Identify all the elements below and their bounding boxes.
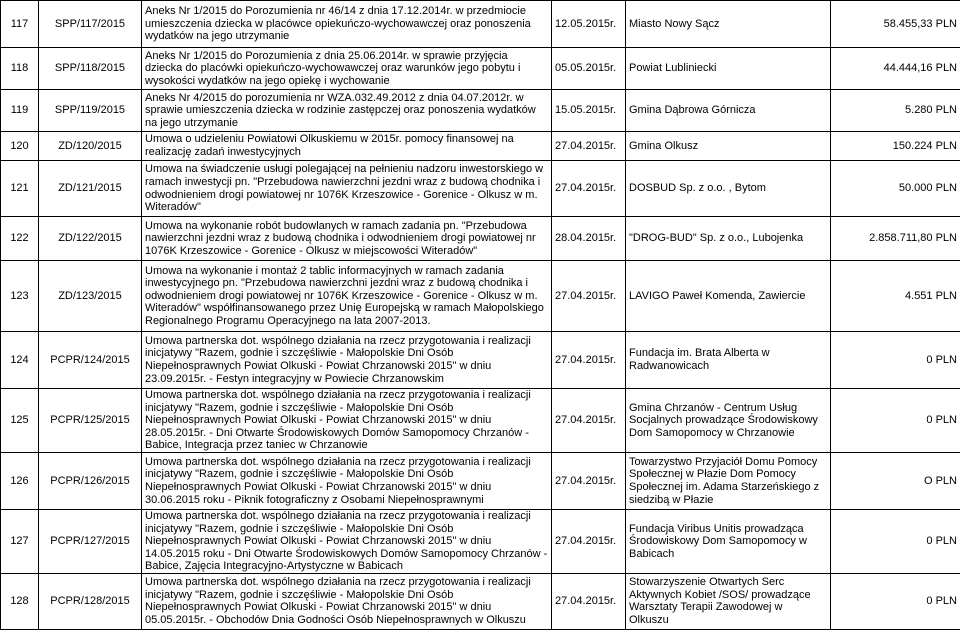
row-number-cell: 121 bbox=[1, 161, 39, 217]
contract-description-cell bbox=[142, 1, 552, 48]
description-line: inicjatywy "Razem, godnie i szczęśliwie - Małopolskie Dni Osób bbox=[145, 401, 454, 414]
contractor-cell bbox=[626, 161, 831, 217]
description-line: umieszczenia dziecka w placówce opiekuńczo-wychowawczej oraz ponoszenia bbox=[145, 17, 531, 30]
table-row bbox=[1, 509, 960, 573]
table-row bbox=[1, 1, 960, 48]
description-line: 05.05.2015r. - Obchodów Dnia Godności Osób Niepełnosprawnych w Olkuszu bbox=[145, 614, 526, 627]
description-line: Niepełnosprawnych Powiat Olkuski - Powiat Chrzanowski 2015" w dniu bbox=[145, 480, 492, 493]
description-line: Regionalnego Programu Operacyjnego na lata 2007-2013. bbox=[145, 314, 431, 327]
contractor-line: DOSBUD Sp. z o.o. , Bytom bbox=[629, 182, 766, 195]
description-line: Aneks Nr 1/2015 do Porozumienia nr 46/14 z dnia 17.12.2014r. w przedmiocie bbox=[145, 5, 526, 18]
contract-amount-cell: 44.444,16 PLN bbox=[831, 48, 960, 90]
description-line: 23.09.2015r. - Festyn integracyjny w Powiecie Chrzanowskim bbox=[145, 372, 444, 385]
contractor-cell bbox=[626, 1, 831, 48]
description-line: Umowa na wykonanie i montaż 2 tablic informacyjnych w ramach zadania bbox=[145, 264, 504, 277]
description-line: Aneks Nr 1/2015 do Porozumienia z dnia 25.06.2014r. w sprawie przyjęcia bbox=[145, 49, 508, 62]
contract-amount-cell: 2.858.711,80 PLN bbox=[831, 217, 960, 261]
table-row bbox=[1, 261, 960, 332]
contract-description-cell bbox=[142, 509, 552, 573]
contract-signature-cell: ZD/122/2015 bbox=[39, 217, 142, 261]
contract-amount-cell: 150.224 PLN bbox=[831, 132, 960, 161]
row-number-cell: 122 bbox=[1, 217, 39, 261]
description-line: 30.06.2015 roku - Piknik fotograficzny z Osobami Niepełnosprawnymi bbox=[145, 493, 484, 506]
description-line: inicjatywy "Razem, godnie i szczęśliwie - Małopolskie Dni Osób bbox=[145, 522, 454, 535]
description-line: Witeradów" bbox=[145, 201, 201, 214]
contract-date-cell: 27.04.2015r. bbox=[552, 389, 626, 453]
table-row bbox=[1, 48, 960, 90]
contractor-line: Aktywnych Kobiet /SOS/ prowadzące bbox=[629, 588, 811, 601]
table-row bbox=[1, 332, 960, 389]
description-line: dziecka do placówki opiekuńczo-wychowawczej oraz warunków jego pobytu i bbox=[145, 62, 521, 75]
row-number-cell: 127 bbox=[1, 509, 39, 573]
contractor-line: Gmina Dąbrowa Górnicza bbox=[629, 104, 756, 117]
contractor-line: Towarzystwo Przyjaciół Domu Pomocy bbox=[629, 455, 818, 468]
contractor-line: Społecznej im. Adama Starzeńskiego z bbox=[629, 480, 820, 493]
contract-date-cell: 15.05.2015r. bbox=[552, 90, 626, 132]
description-line: Babice, Integracja przez taniec w Chrzanowie bbox=[145, 439, 368, 452]
row-number-cell: 125 bbox=[1, 389, 39, 453]
contractor-cell bbox=[626, 389, 831, 453]
contractor-cell bbox=[626, 573, 831, 629]
contract-date-cell: 12.05.2015r. bbox=[552, 1, 626, 48]
contract-amount-cell: 58.455,33 PLN bbox=[831, 1, 960, 48]
row-number-cell: 128 bbox=[1, 573, 39, 629]
contract-date-cell: 27.04.2015r. bbox=[552, 509, 626, 573]
description-line: Niepełnosprawnych Powiat Olkuski - Powiat Chrzanowski 2015" w dniu bbox=[145, 414, 492, 427]
contractor-cell bbox=[626, 217, 831, 261]
description-line: inicjatywy "Razem, godnie i szczęśliwie - Małopolskie Dni Osób bbox=[145, 588, 454, 601]
description-line: inicjatywy "Razem, godnie i szczęśliwie - Małopolskie Dni Osób bbox=[145, 347, 454, 360]
contractor-line: Babicach bbox=[629, 547, 675, 560]
description-line: Umowa partnerska dot. wspólnego działania na rzecz przygotowania i realizacji bbox=[145, 455, 531, 468]
contract-signature-cell: PCPR/127/2015 bbox=[39, 509, 142, 573]
contract-description-cell bbox=[142, 48, 552, 90]
row-number-cell: 124 bbox=[1, 332, 39, 389]
contractor-cell bbox=[626, 132, 831, 161]
contract-signature-cell: ZD/123/2015 bbox=[39, 261, 142, 332]
contract-amount-cell: O PLN bbox=[831, 452, 960, 509]
contractor-line: Dom Samopomocy w Chrzanowie bbox=[629, 426, 795, 439]
description-line: Babice, Zajęcia Integracyjno-Artystyczne w Babicach bbox=[145, 560, 404, 573]
contract-signature-cell: ZD/121/2015 bbox=[39, 161, 142, 217]
description-line: Umowa na wykonanie robót budowlanych w ramach zadania pn. "Przebudowa bbox=[145, 219, 527, 232]
table-row bbox=[1, 90, 960, 132]
description-line: Umowa partnerska dot. wspólnego działania na rzecz przygotowania i realizacji bbox=[145, 389, 531, 401]
contractor-cell bbox=[626, 332, 831, 389]
description-line: 14.05.2015 roku - Dni Otwarte Środowiskowych Domów Samopomocy Chrzanów - bbox=[145, 547, 548, 560]
contract-description-cell bbox=[142, 452, 552, 509]
contractor-line: Radwanowicach bbox=[629, 360, 710, 372]
contract-amount-cell: 4.551 PLN bbox=[831, 261, 960, 332]
contract-signature-cell: SPP/118/2015 bbox=[39, 48, 142, 90]
contract-date-cell: 27.04.2015r. bbox=[552, 132, 626, 161]
contract-date-cell: 28.04.2015r. bbox=[552, 217, 626, 261]
description-line: sprawie umieszczenia dziecka w rodzinie zastępczej oraz ponoszenia wydatków bbox=[145, 104, 536, 117]
description-line: Aneks Nr 4/2015 do porozumienia nr WZA.032.49.2012 z dnia 04.07.2012r. w bbox=[145, 91, 524, 104]
contract-description-cell bbox=[142, 389, 552, 453]
description-line: inicjatywy "Razem, godnie i szczęśliwie - Małopolskie Dni Osób bbox=[145, 468, 454, 481]
description-line: Niepełnosprawnych Powiat Olkuski - Powiat Chrzanowski 2015" w dniu bbox=[145, 535, 492, 548]
row-number-cell: 119 bbox=[1, 90, 39, 132]
description-line: Umowa partnerska dot. wspólnego działania na rzecz przygotowania i realizacji bbox=[145, 576, 531, 589]
contract-description-cell bbox=[142, 161, 552, 217]
contract-amount-cell: 0 PLN bbox=[831, 573, 960, 629]
contractor-line: Olkuszu bbox=[629, 614, 669, 627]
table-row bbox=[1, 452, 960, 509]
contractor-line: Społecznej w Płazie Dom Pomocy bbox=[629, 468, 796, 481]
contract-date-cell: 27.04.2015r. bbox=[552, 161, 626, 217]
table-row bbox=[1, 389, 960, 453]
contract-amount-cell: 0 PLN bbox=[831, 332, 960, 389]
contractor-line: Fundacja im. Brata Alberta w bbox=[629, 347, 770, 360]
contract-amount-cell: 5.280 PLN bbox=[831, 90, 960, 132]
row-number-cell: 126 bbox=[1, 452, 39, 509]
contract-signature-cell: PCPR/125/2015 bbox=[39, 389, 142, 453]
contractor-cell bbox=[626, 261, 831, 332]
description-line: ramach inwestycji pn. "Przebudowa nawierzchni jezdni wraz z budową chodnika i bbox=[145, 175, 541, 188]
contractor-line: Gmina Chrzanów - Centrum Usług bbox=[629, 401, 798, 414]
row-number-cell: 118 bbox=[1, 48, 39, 90]
description-line: Umowa na świadczenie usługi polegającej na pełnieniu nadzoru inwestorskiego w bbox=[145, 163, 544, 176]
description-line: inwestycyjnego pn. "Przebudowa nawierzchni jezdni wraz z budową chodnika i bbox=[145, 277, 529, 290]
contractor-line: Powiat Lubliniecki bbox=[629, 62, 717, 75]
contractor-line: Środowiskowy Dom Samopomocy w bbox=[629, 535, 807, 548]
contractor-line: "DROG-BUD" Sp. z o.o., Lubojenka bbox=[629, 232, 804, 245]
description-line: wysokości wydatków na jego opiekę i wychowanie bbox=[145, 74, 390, 87]
contractor-line: Stowarzyszenie Otwartych Serc bbox=[629, 576, 785, 589]
table-row bbox=[1, 161, 960, 217]
description-line: realizację zadań inwestycyjnych bbox=[145, 146, 301, 158]
contractor-line: Socjalnych prowadzące Środowiskowy bbox=[629, 414, 818, 427]
contracts-register-body bbox=[1, 1, 960, 630]
contract-date-cell: 27.04.2015r. bbox=[552, 332, 626, 389]
contractor-line: siedzibą w Płazie bbox=[629, 493, 714, 506]
contract-description-cell bbox=[142, 132, 552, 161]
contractor-line: Warsztaty Terapii Zawodowej w bbox=[629, 601, 783, 614]
contract-amount-cell: 0 PLN bbox=[831, 389, 960, 453]
description-line: Niepełnosprawnych Powiat Olkuski - Powiat Chrzanowski 2015" w dniu bbox=[145, 601, 492, 614]
contract-signature-cell: SPP/117/2015 bbox=[39, 1, 142, 48]
contract-signature-cell: PCPR/124/2015 bbox=[39, 332, 142, 389]
table-row bbox=[1, 573, 960, 629]
contract-date-cell: 27.04.2015r. bbox=[552, 261, 626, 332]
contract-amount-cell: 50.000 PLN bbox=[831, 161, 960, 217]
description-line: Umowa partnerska dot. wspólnego działania na rzecz przygotowania i realizacji bbox=[145, 334, 531, 347]
contract-signature-cell: PCPR/126/2015 bbox=[39, 452, 142, 509]
contractor-line: Gmina Olkusz bbox=[629, 139, 699, 152]
contract-signature-cell: PCPR/128/2015 bbox=[39, 573, 142, 629]
table-row bbox=[1, 217, 960, 261]
contract-description-cell bbox=[142, 573, 552, 629]
description-line: na jego utrzymanie bbox=[145, 116, 238, 129]
contractor-cell bbox=[626, 90, 831, 132]
contractor-line: Fundacja Viribus Unitis prowadząca bbox=[629, 522, 804, 535]
description-line: odwodnieniem drogi powiatowej nr 1076K Krzeszowice - Gorenice - Olkusz w m. bbox=[145, 188, 538, 201]
description-line: 1076K Krzeszowice - Gorenice - Olkusz w miejscowości Witeradów" bbox=[145, 244, 478, 257]
contractor-line: LAVIGO Paweł Komenda, Zawiercie bbox=[629, 289, 806, 302]
description-line: Witeradów" współfinansowanego przez Unię Europejską w ramach Małopolskiego bbox=[145, 302, 544, 315]
table-row bbox=[1, 132, 960, 161]
contract-signature-cell: ZD/120/2015 bbox=[39, 132, 142, 161]
description-line: Umowa o udzieleniu Powiatowi Olkuskiemu w 2015r. pomocy finansowej na bbox=[145, 133, 514, 146]
contract-signature-cell: SPP/119/2015 bbox=[39, 90, 142, 132]
row-number-cell: 120 bbox=[1, 132, 39, 161]
row-number-cell: 117 bbox=[1, 1, 39, 48]
contractor-line: Miasto Nowy Sącz bbox=[629, 17, 720, 30]
contract-description-cell bbox=[142, 217, 552, 261]
contractor-cell bbox=[626, 48, 831, 90]
contract-description-cell bbox=[142, 261, 552, 332]
contract-date-cell: 27.04.2015r. bbox=[552, 452, 626, 509]
contract-description-cell bbox=[142, 332, 552, 389]
contract-date-cell: 27.04.2015r. bbox=[552, 573, 626, 629]
description-line: Niepełnosprawnych Powiat Olkuski - Powiat Chrzanowski 2015" w dniu bbox=[145, 360, 492, 372]
description-line: wydatków na jego utrzymanie bbox=[145, 30, 290, 43]
contract-date-cell: 05.05.2015r. bbox=[552, 48, 626, 90]
row-number-cell: 123 bbox=[1, 261, 39, 332]
contractor-cell bbox=[626, 509, 831, 573]
description-line: Umowa partnerska dot. wspólnego działania na rzecz przygotowania i realizacji bbox=[145, 509, 531, 522]
contract-description-cell bbox=[142, 90, 552, 132]
description-line: odwodnieniem drogi powiatowej nr 1076K Krzeszowice - Gorenice - Olkusz w m. bbox=[145, 289, 538, 302]
contractor-cell bbox=[626, 452, 831, 509]
description-line: nawierzchni jezdni wraz z budową chodnika i odwodnieniem drogi powiatowej nr bbox=[145, 232, 536, 245]
description-line: 28.05.2015r. - Dni Otwarte Środowiskowych Domów Samopomocy Chrzanów - bbox=[145, 426, 529, 439]
contract-amount-cell: 0 PLN bbox=[831, 509, 960, 573]
